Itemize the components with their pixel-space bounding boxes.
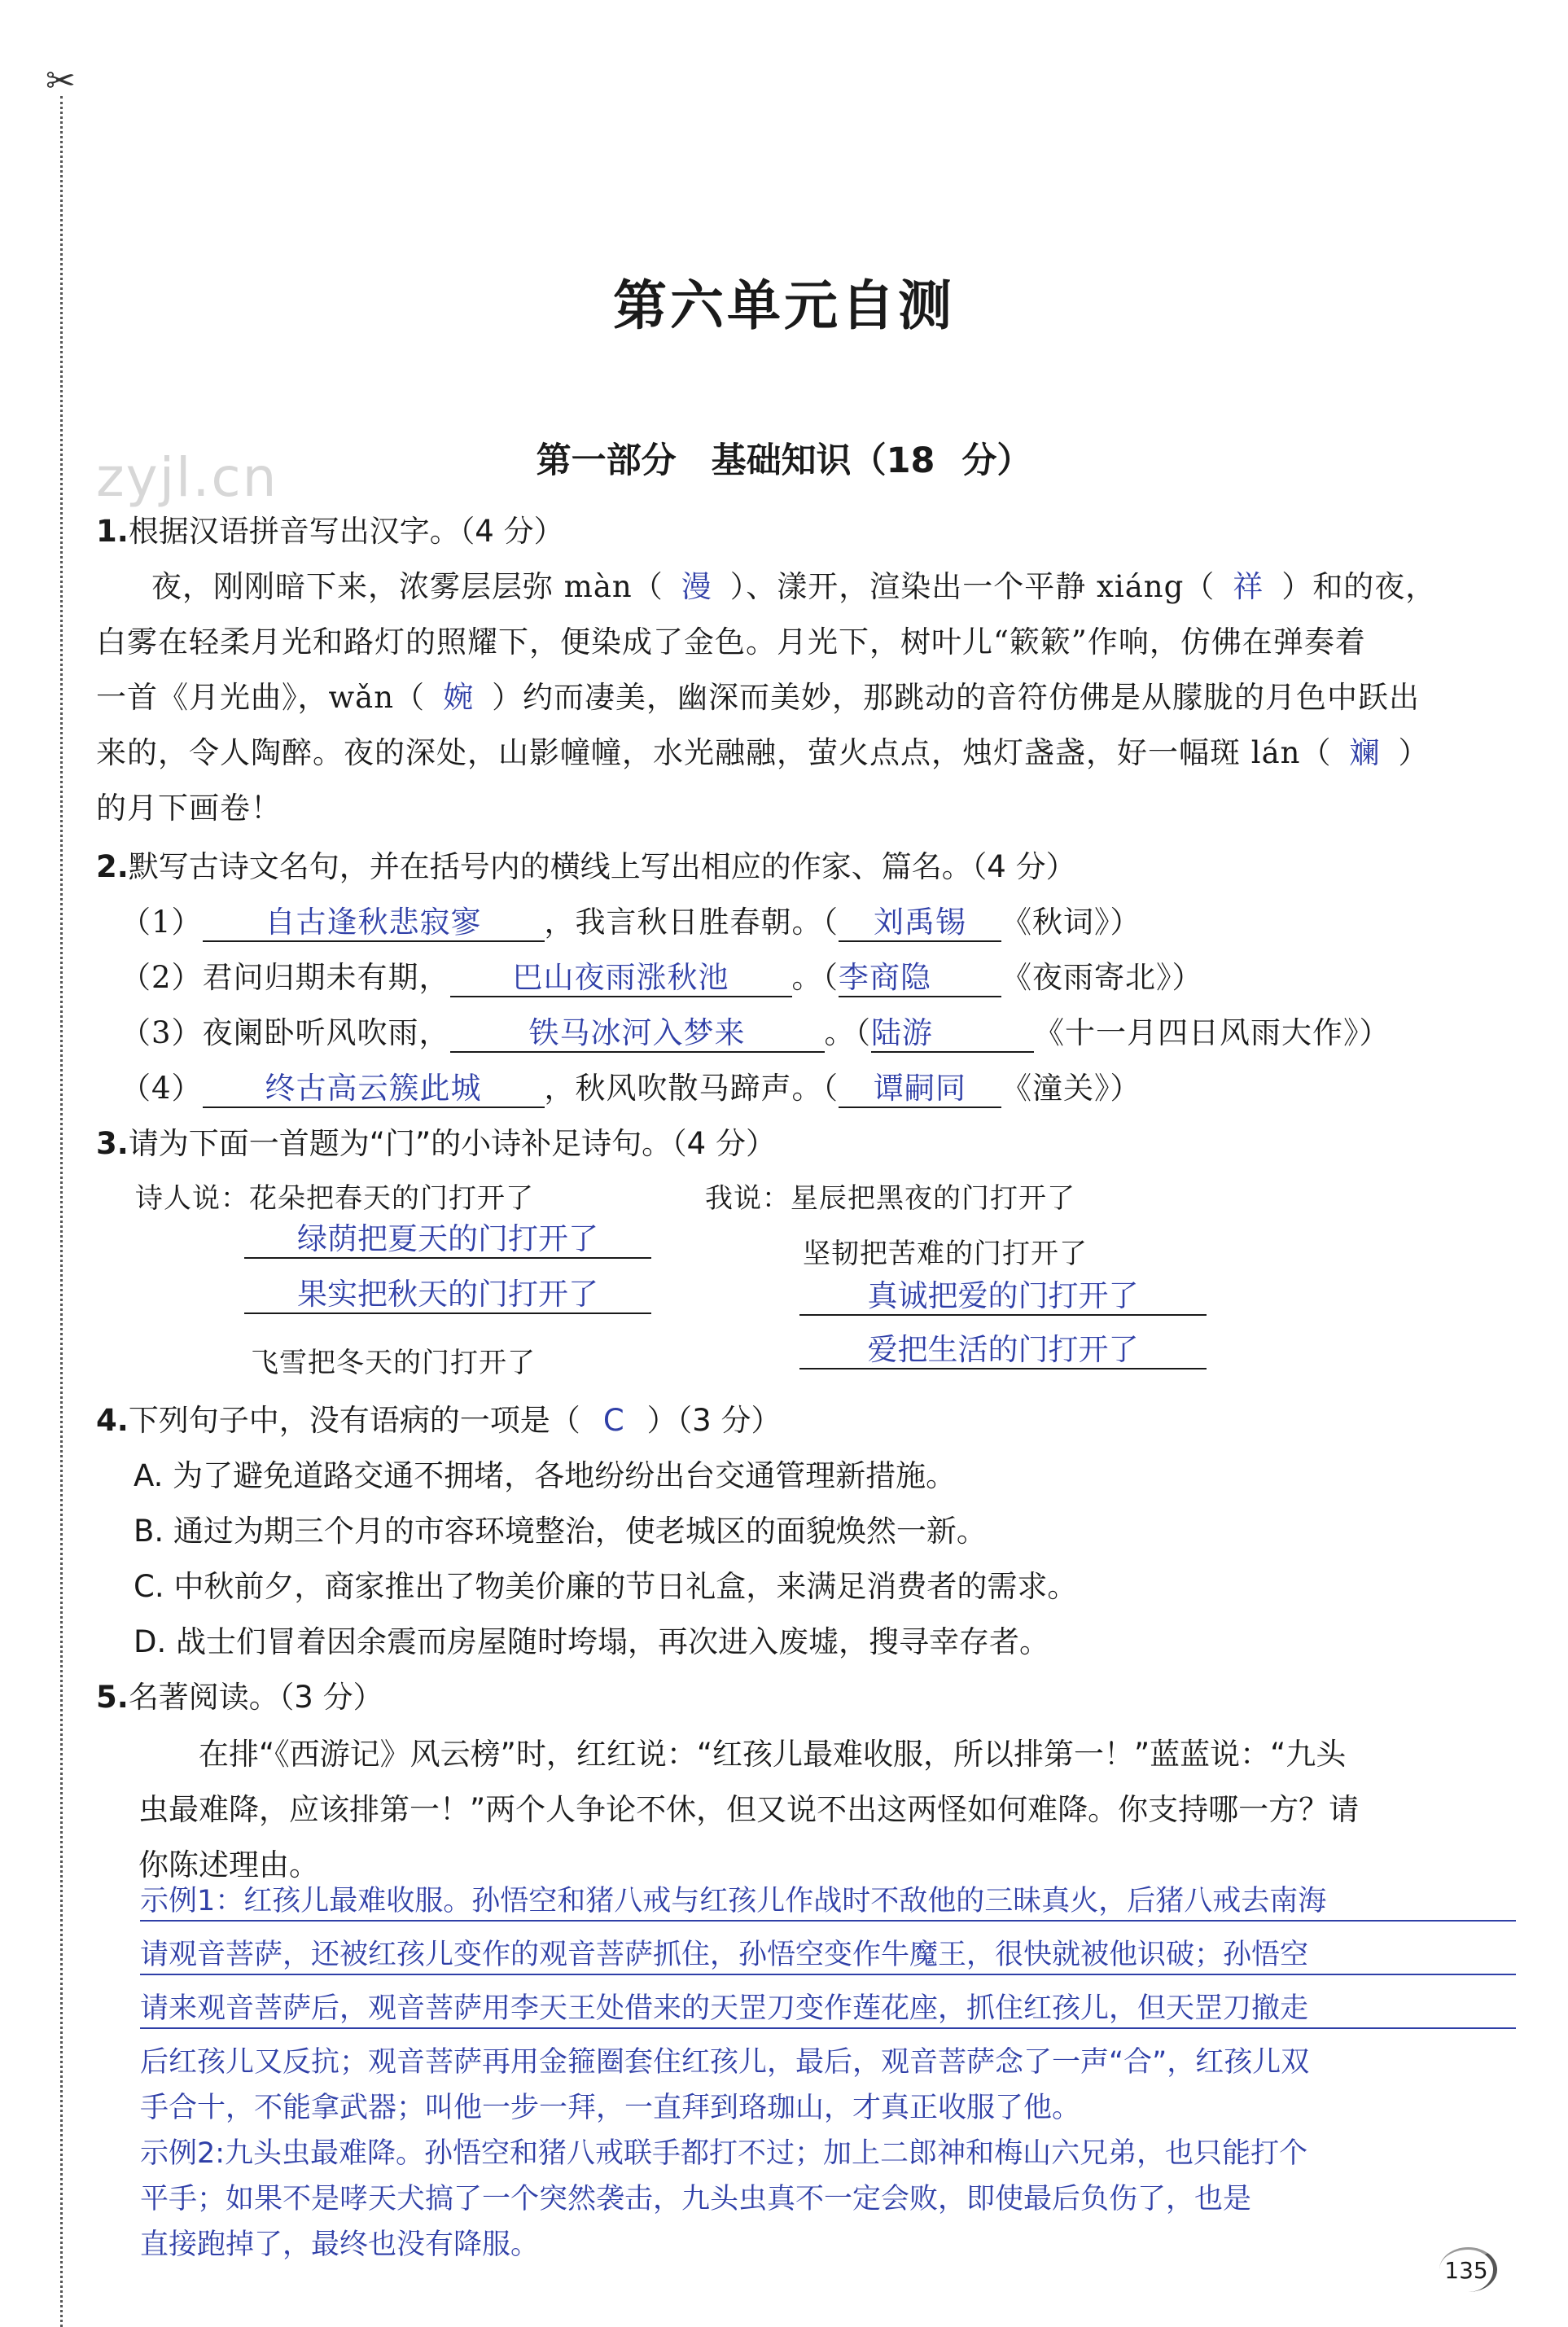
answer-line: 示例2:九头虫最难降。孙悟空和猪八戒联手都打不过；加上二郎神和梅山六兄弟，也只能打个 bbox=[140, 2137, 1308, 2170]
text: 夜阑卧听风吹雨， bbox=[202, 1015, 450, 1050]
text: ）、漾开，渲染出一个平静 xiáng（ bbox=[729, 569, 1215, 604]
poem-right-intro: 我说：星辰把黑夜的门打开了 bbox=[705, 1182, 1075, 1215]
q1-line-1 bbox=[151, 562, 1436, 606]
text: 来的，令人陶醉。夜的深处，山影幢幢，水光融融，萤火点点，烛灯盏盏，好一幅斑 lán（ bbox=[96, 735, 1332, 770]
poem-right-given: 坚韧把苦难的门打开了 bbox=[803, 1238, 1088, 1270]
q2-item-2 bbox=[120, 953, 1203, 997]
question-3-header bbox=[96, 1119, 776, 1163]
option-d: D. 战士们冒着因余震而房屋随时垮塌，再次进入废墟，搜寻幸存者。 bbox=[134, 1624, 1050, 1659]
question-2-header bbox=[96, 842, 1076, 886]
q2-item-3 bbox=[120, 1008, 1391, 1053]
question-number: 2. bbox=[96, 849, 129, 884]
question-1-header bbox=[96, 506, 564, 550]
question-5-header bbox=[96, 1672, 383, 1716]
text: ，秋风吹散马蹄声。（ bbox=[544, 1071, 839, 1106]
answer-line: 后红孩儿又反抗；观音菩萨再用金箍圈套住红孩儿，最后，观音菩萨念了一声“合”，红孩儿双 bbox=[140, 2046, 1310, 2079]
poem-answer: 铁马冰河入梦来 bbox=[450, 1015, 825, 1053]
work-title: 《秋词》） bbox=[1001, 905, 1141, 940]
q2-item-4 bbox=[120, 1063, 1141, 1108]
poem-left-intro: 诗人说：花朵把春天的门打开了 bbox=[135, 1182, 534, 1215]
poem-right-answer-2: 爱把生活的门打开了 bbox=[799, 1332, 1207, 1369]
question-number: 1. bbox=[96, 514, 129, 549]
question-prompt: 根据汉语拼音写出汉字。（4 分） bbox=[128, 514, 564, 549]
text: ，我言秋日胜春朝。（ bbox=[544, 905, 839, 940]
work-title: 《潼关》） bbox=[1001, 1071, 1141, 1106]
q1-line-3 bbox=[96, 673, 1420, 717]
text: 夜，刚刚暗下来，浓雾层层弥 màn（ bbox=[151, 569, 664, 604]
option-b: B. 通过为期三个月的市容环境整治，使老城区的面貌焕然一新。 bbox=[134, 1514, 987, 1549]
item-index: （1） bbox=[120, 905, 203, 940]
question-prompt: 默写古诗文名句，并在括号内的横线上写出相应的作家、篇名。（4 分） bbox=[128, 849, 1076, 884]
poem-right-answer-1: 真诚把爱的门打开了 bbox=[799, 1278, 1207, 1316]
poem-left-end: 飞雪把冬天的门打开了 bbox=[251, 1347, 536, 1379]
text: 一首《月光曲》，wǎn（ bbox=[96, 680, 426, 715]
option-c: C. 中秋前夕，商家推出了物美价廉的节日礼盒，来满足消费者的需求。 bbox=[134, 1569, 1078, 1604]
poem-left-answer-2: 果实把秋天的门打开了 bbox=[244, 1277, 651, 1314]
option-a: A. 为了避免道路交通不拥堵，各地纷纷出台交通管理新措施。 bbox=[134, 1458, 957, 1493]
text: ）约而凄美，幽深而美妙，那跳动的音符仿佛是从朦胧的月色中跃出 bbox=[492, 680, 1421, 715]
answer-line: 平手；如果不是哮天犬搞了一个突然袭击，九头虫真不一定会败，即使最后负伤了，也是 bbox=[140, 2183, 1252, 2215]
text: ） bbox=[1398, 735, 1430, 770]
question-number: 3. bbox=[96, 1126, 129, 1161]
text: ）和的夜， bbox=[1281, 569, 1437, 604]
answer-line: 直接跑掉了，最终也没有降服。 bbox=[140, 2228, 540, 2261]
part-title: 第一部分 基础知识（18 分） bbox=[536, 440, 1032, 481]
author-answer: 陆游 bbox=[871, 1015, 1034, 1053]
question-prompt: 下列句子中，没有语病的一项是（ bbox=[128, 1403, 580, 1438]
author-answer: 谭嗣同 bbox=[839, 1071, 1001, 1108]
text: 。（ bbox=[791, 960, 839, 995]
author-answer: 刘禹锡 bbox=[839, 905, 1001, 942]
poem-answer: 巴山夜雨涨秋池 bbox=[450, 960, 792, 997]
text: 。（ bbox=[824, 1015, 872, 1050]
item-index: （3） bbox=[120, 1015, 203, 1050]
item-index: （2） bbox=[120, 960, 203, 995]
page-title: 第六单元自测 bbox=[613, 274, 955, 337]
poem-left-answer-1: 绿荫把夏天的门打开了 bbox=[244, 1221, 651, 1259]
author-answer: 李商隐 bbox=[839, 960, 1001, 997]
item-index: （4） bbox=[120, 1071, 203, 1106]
question-number: 4. bbox=[96, 1403, 129, 1438]
answer-line: 手合十，不能拿武器；叫他一步一拜，一直拜到珞珈山，才真正收服了他。 bbox=[140, 2092, 1081, 2124]
answer-1: 漫 bbox=[681, 569, 712, 604]
q5-paragraph-line-1: 在排“《西游记》风云榜”时，红红说：“红孩儿最难收服，所以排第一！”蓝蓝说：“九头 bbox=[199, 1737, 1347, 1772]
question-prompt: 请为下面一首题为“门”的小诗补足诗句。（4 分） bbox=[128, 1126, 776, 1161]
question-number: 5. bbox=[96, 1680, 129, 1715]
answer-4: 斓 bbox=[1349, 735, 1381, 770]
question-score: ）（3 分） bbox=[646, 1403, 782, 1438]
answer-line: 示例1：红孩儿最难收服。孙悟空和猪八戒与红孩儿作战时不敌他的三昧真火，后猪八戒去南海 bbox=[140, 1882, 1516, 1922]
work-title: 《十一月四日风雨大作》） bbox=[1034, 1015, 1391, 1050]
answer-3: 婉 bbox=[443, 680, 475, 715]
q1-line-2: 白雾在轻柔月光和路灯的照耀下，便染成了金色。月光下，树叶儿“簌簌”作响，仿佛在弹奏着 bbox=[96, 624, 1366, 660]
question-prompt: 名著阅读。（3 分） bbox=[128, 1680, 383, 1715]
poem-answer: 终古高云簇此城 bbox=[203, 1071, 545, 1108]
cut-line bbox=[60, 96, 63, 2327]
answer-2: 祥 bbox=[1233, 569, 1264, 604]
answer-line: 请来观音菩萨后，观音菩萨用李天王处借来的天罡刀变作莲花座，抓住红孩儿，但天罡刀撤走 bbox=[140, 1990, 1516, 2029]
answer-line: 请观音菩萨，还被红孩儿变作的观音菩萨抓住，孙悟空变作牛魔王，很快就被他识破；孙悟空 bbox=[140, 1936, 1516, 1975]
text: 君问归期未有期， bbox=[202, 960, 450, 995]
work-title: 《夜雨寄北》） bbox=[1001, 960, 1203, 995]
q5-paragraph-line-3: 你陈述理由。 bbox=[138, 1847, 319, 1882]
page-number: 135 bbox=[1439, 2247, 1497, 2292]
q1-line-5: 的月下画卷！ bbox=[96, 791, 282, 826]
answer-choice: C bbox=[602, 1403, 624, 1438]
q2-item-1 bbox=[120, 897, 1141, 942]
q5-paragraph-line-2: 虫最难降，应该排第一！”两个人争论不休，但又说不出这两怪如何难降。你支持哪一方？请 bbox=[138, 1792, 1360, 1827]
poem-answer: 自古逢秋悲寂寥 bbox=[203, 905, 545, 942]
question-4-header bbox=[96, 1396, 781, 1440]
q1-line-4 bbox=[96, 728, 1429, 772]
watermark: zyjl.cn bbox=[96, 446, 278, 509]
scissors-icon: ✂ bbox=[46, 60, 76, 102]
